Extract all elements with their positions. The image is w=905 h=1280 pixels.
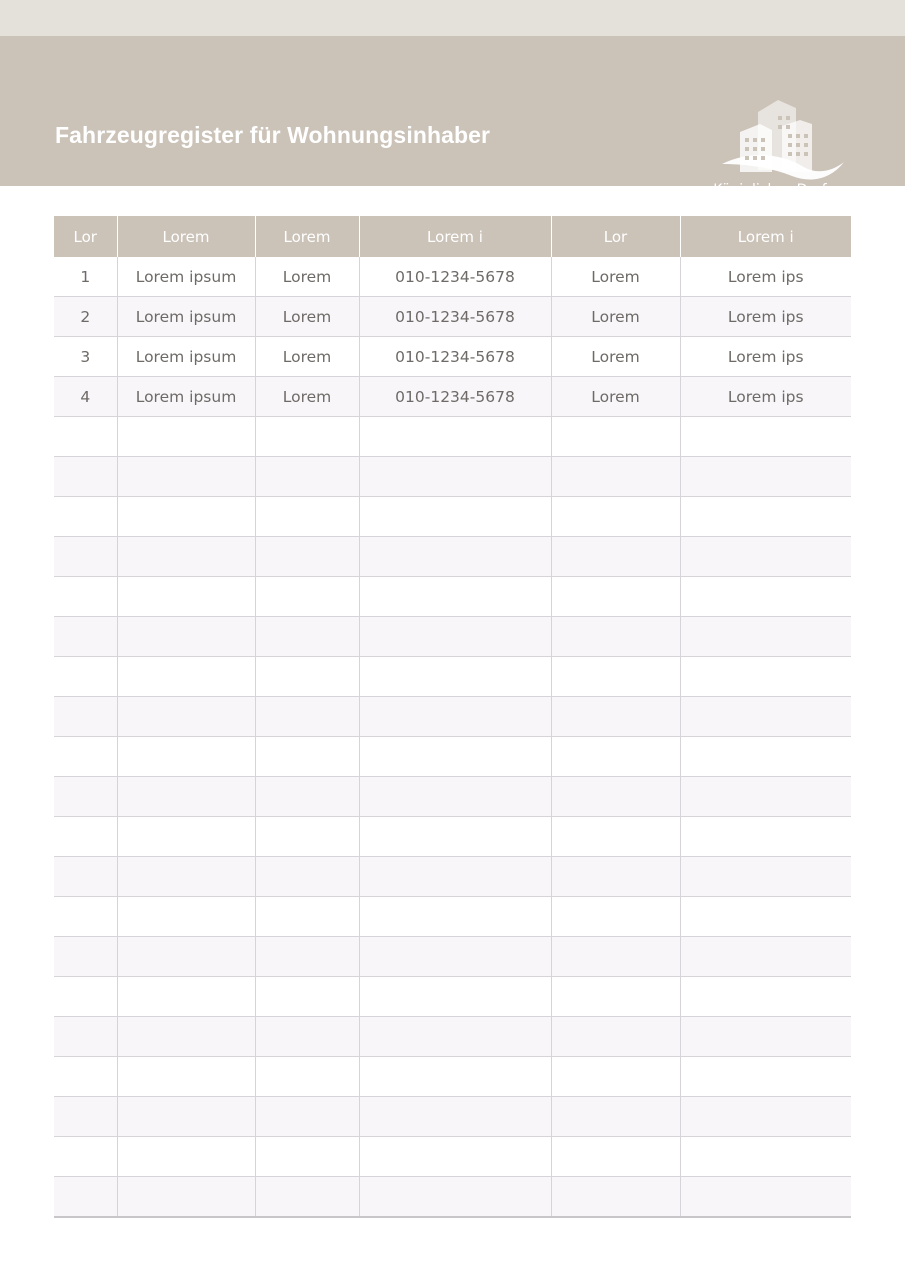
table-row xyxy=(54,697,851,737)
table-cell xyxy=(551,457,680,497)
table-cell xyxy=(680,897,851,937)
table-cell xyxy=(255,697,359,737)
table-cell xyxy=(117,937,255,977)
table-cell xyxy=(359,817,551,857)
table-cell xyxy=(54,657,117,697)
table-cell xyxy=(117,417,255,457)
table-cell xyxy=(551,937,680,977)
column-header: Lorem i xyxy=(359,216,551,257)
table-row xyxy=(54,1057,851,1097)
table-cell: Lorem ipsum xyxy=(117,297,255,337)
table-cell: Lorem xyxy=(255,257,359,297)
table-cell xyxy=(117,1017,255,1057)
table-cell xyxy=(117,497,255,537)
table-row xyxy=(54,497,851,537)
table-cell xyxy=(255,657,359,697)
vehicle-register-table xyxy=(54,216,851,1218)
column-header: Lor xyxy=(54,216,117,257)
table-cell xyxy=(359,1097,551,1137)
table-cell: 4 xyxy=(54,377,117,417)
table-cell xyxy=(255,737,359,777)
table-cell xyxy=(680,1057,851,1097)
table-row xyxy=(54,937,851,977)
table-cell xyxy=(551,857,680,897)
table-cell xyxy=(117,1057,255,1097)
table-cell xyxy=(680,1097,851,1137)
table-cell: Lorem ips xyxy=(680,257,851,297)
table-cell: Lorem xyxy=(551,297,680,337)
table-cell xyxy=(359,977,551,1017)
table-cell xyxy=(680,737,851,777)
table-cell xyxy=(680,817,851,857)
table-cell xyxy=(255,777,359,817)
table-cell xyxy=(551,977,680,1017)
table-cell: Lorem ips xyxy=(680,337,851,377)
table-cell xyxy=(54,697,117,737)
table-cell xyxy=(359,937,551,977)
table-cell xyxy=(117,1137,255,1177)
table-cell xyxy=(680,497,851,537)
table-cell xyxy=(255,1137,359,1177)
table-row xyxy=(54,777,851,817)
table-cell xyxy=(54,977,117,1017)
table-cell xyxy=(54,457,117,497)
table-cell xyxy=(680,857,851,897)
logo xyxy=(700,92,850,207)
table-cell xyxy=(359,497,551,537)
table-cell xyxy=(680,577,851,617)
table-cell xyxy=(359,457,551,497)
table-cell xyxy=(54,1017,117,1057)
table-cell xyxy=(551,897,680,937)
table-cell xyxy=(54,937,117,977)
table-cell xyxy=(359,617,551,657)
table-cell xyxy=(117,1177,255,1218)
table-cell xyxy=(551,657,680,697)
table-cell: 2 xyxy=(54,297,117,337)
table-cell xyxy=(680,1177,851,1218)
table-cell xyxy=(551,737,680,777)
table-cell: Lorem xyxy=(255,337,359,377)
table-cell xyxy=(680,1017,851,1057)
table-cell xyxy=(54,497,117,537)
table-cell xyxy=(54,777,117,817)
table-cell xyxy=(359,1057,551,1097)
table-cell: 010-1234-5678 xyxy=(359,257,551,297)
table-cell: Lorem ipsum xyxy=(117,257,255,297)
table-cell xyxy=(54,577,117,617)
table-cell: 3 xyxy=(54,337,117,377)
column-header: Lorem xyxy=(255,216,359,257)
table-cell: Lorem ips xyxy=(680,377,851,417)
table-cell xyxy=(117,977,255,1017)
table-cell xyxy=(680,417,851,457)
table-cell xyxy=(551,1137,680,1177)
column-header: Lor xyxy=(551,216,680,257)
table-cell xyxy=(54,617,117,657)
table-row xyxy=(54,457,851,497)
table-row xyxy=(54,297,851,337)
table-cell: Lorem xyxy=(551,377,680,417)
table-cell xyxy=(680,697,851,737)
table-cell xyxy=(359,1017,551,1057)
column-header: Lorem xyxy=(117,216,255,257)
table-row xyxy=(54,857,851,897)
table-cell xyxy=(551,1177,680,1218)
table-cell xyxy=(117,457,255,497)
table-cell xyxy=(255,817,359,857)
table-cell xyxy=(54,1137,117,1177)
table-cell xyxy=(680,977,851,1017)
table-cell xyxy=(117,737,255,777)
table-cell xyxy=(680,457,851,497)
table-row xyxy=(54,1137,851,1177)
table-cell: 010-1234-5678 xyxy=(359,337,551,377)
logo-text: Königliches Dorf xyxy=(713,182,827,198)
table-row xyxy=(54,617,851,657)
table-cell xyxy=(551,417,680,457)
table-cell xyxy=(359,697,551,737)
table-cell xyxy=(255,1177,359,1218)
table-cell xyxy=(551,497,680,537)
table-row xyxy=(54,737,851,777)
table-cell xyxy=(551,537,680,577)
table-cell xyxy=(255,537,359,577)
table-cell xyxy=(54,1097,117,1137)
table-cell: 1 xyxy=(54,257,117,297)
table-row xyxy=(54,1177,851,1218)
table-cell xyxy=(255,497,359,537)
table-cell xyxy=(117,897,255,937)
table-cell: 010-1234-5678 xyxy=(359,297,551,337)
table-cell xyxy=(54,417,117,457)
table-row xyxy=(54,1017,851,1057)
table-cell xyxy=(359,857,551,897)
table-cell xyxy=(117,857,255,897)
table-cell xyxy=(551,817,680,857)
table-cell xyxy=(551,617,680,657)
table-cell xyxy=(359,897,551,937)
table-cell xyxy=(359,657,551,697)
table-cell xyxy=(359,417,551,457)
table-cell xyxy=(117,657,255,697)
table-cell xyxy=(255,857,359,897)
table-cell xyxy=(359,737,551,777)
table-cell xyxy=(680,1137,851,1177)
table-row xyxy=(54,337,851,377)
table-cell: Lorem ipsum xyxy=(117,337,255,377)
table-cell xyxy=(255,937,359,977)
table-cell xyxy=(359,777,551,817)
column-header: Lorem i xyxy=(680,216,851,257)
table-cell xyxy=(255,1097,359,1137)
table-cell xyxy=(54,897,117,937)
table-cell xyxy=(359,577,551,617)
table-row xyxy=(54,577,851,617)
table-cell xyxy=(117,537,255,577)
table-cell xyxy=(255,617,359,657)
table-cell xyxy=(255,897,359,937)
table-cell: Lorem xyxy=(255,377,359,417)
table-cell: Lorem xyxy=(255,297,359,337)
table-row xyxy=(54,257,851,297)
table-header-row xyxy=(54,216,851,257)
table-cell xyxy=(54,857,117,897)
table-cell xyxy=(255,1017,359,1057)
table-cell xyxy=(255,977,359,1017)
city-buildings-icon xyxy=(720,92,850,182)
table-cell xyxy=(359,1177,551,1218)
table-cell xyxy=(551,1057,680,1097)
table-cell xyxy=(117,617,255,657)
table-cell xyxy=(359,537,551,577)
table-cell: 010-1234-5678 xyxy=(359,377,551,417)
table-cell xyxy=(117,697,255,737)
table-cell xyxy=(680,657,851,697)
table-cell xyxy=(680,537,851,577)
table-cell xyxy=(117,1097,255,1137)
table-cell xyxy=(551,697,680,737)
table-row xyxy=(54,977,851,1017)
table-cell: Lorem xyxy=(551,257,680,297)
table-row xyxy=(54,817,851,857)
table-cell xyxy=(255,417,359,457)
table-row xyxy=(54,1097,851,1137)
table-cell xyxy=(54,537,117,577)
table-cell xyxy=(551,1017,680,1057)
table-cell: Lorem xyxy=(551,337,680,377)
table-cell xyxy=(117,577,255,617)
table-cell xyxy=(117,777,255,817)
table-cell: Lorem ipsum xyxy=(117,377,255,417)
table-cell xyxy=(551,577,680,617)
table-row xyxy=(54,377,851,417)
table-cell xyxy=(551,777,680,817)
table-cell xyxy=(117,817,255,857)
table-cell xyxy=(54,737,117,777)
table-cell xyxy=(255,457,359,497)
table-cell xyxy=(54,817,117,857)
page-header xyxy=(0,36,905,198)
table-cell xyxy=(255,1057,359,1097)
table-cell xyxy=(54,1177,117,1218)
page-title: Fahrzeugregister für Wohnungsinhaber xyxy=(55,122,491,148)
table-cell xyxy=(680,937,851,977)
table-cell: Lorem ips xyxy=(680,297,851,337)
table-row xyxy=(54,897,851,937)
table-cell xyxy=(551,1097,680,1137)
table-cell xyxy=(680,617,851,657)
top-band xyxy=(0,0,905,36)
table-cell xyxy=(359,1137,551,1177)
table-row xyxy=(54,657,851,697)
table-cell xyxy=(54,1057,117,1097)
table-cell xyxy=(255,577,359,617)
table-row xyxy=(54,417,851,457)
table-row xyxy=(54,537,851,577)
table-body xyxy=(54,257,851,1217)
table-cell xyxy=(680,777,851,817)
